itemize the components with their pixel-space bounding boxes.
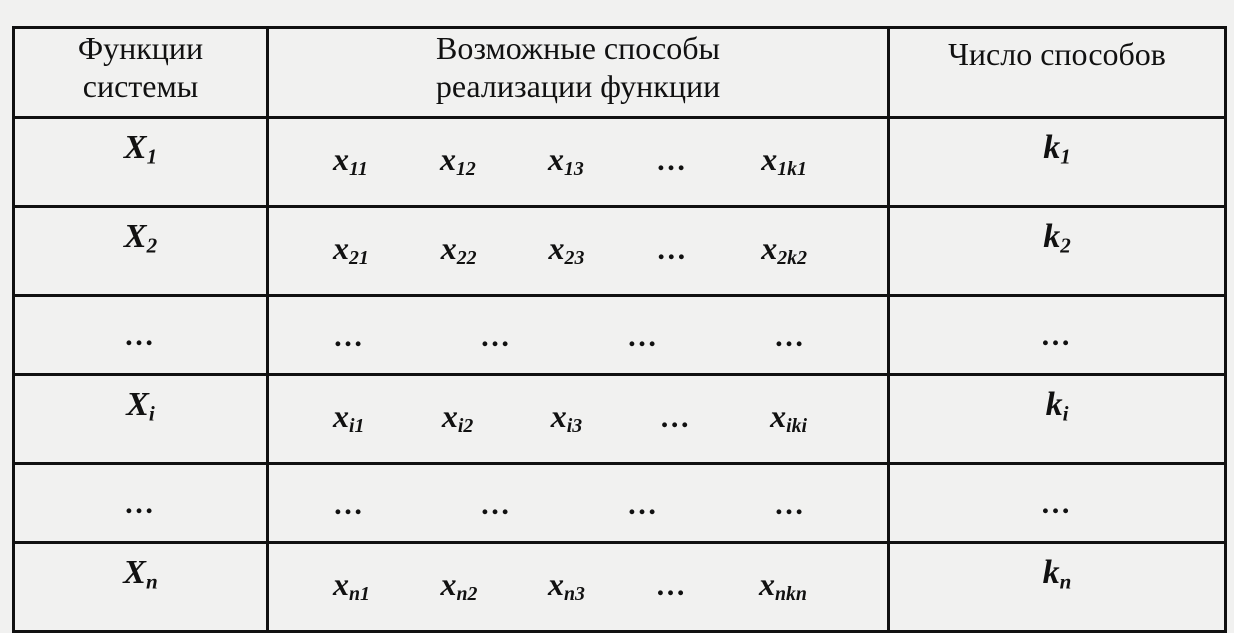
ellipsis: …: [627, 319, 660, 353]
method-symbol-subscript: 11: [349, 157, 368, 180]
method-symbol: [770, 398, 807, 435]
method-symbol: [549, 230, 585, 267]
method-symbol: [480, 317, 513, 354]
count-cell: [889, 464, 1226, 543]
header-methods-line1: Возможные способы: [435, 30, 721, 66]
methods-list: [269, 297, 887, 373]
method-symbol-subscript: 2k2: [777, 246, 807, 269]
method-symbol-base: x: [758, 566, 775, 602]
ellipsis: …: [659, 401, 693, 434]
count-symbol-base: k: [1045, 386, 1063, 423]
method-symbol-subscript: i3: [566, 414, 583, 437]
method-symbol: [759, 566, 807, 603]
method-symbol-base: x: [441, 398, 458, 434]
method-symbol-base: x: [333, 566, 349, 602]
method-symbol: [441, 230, 477, 267]
method-symbol-subscript: 1k1: [777, 157, 807, 180]
count-symbol-base: k: [1043, 129, 1061, 166]
method-symbol: [548, 566, 585, 603]
function-symbol: [124, 218, 157, 256]
method-symbol-subscript: 21: [349, 246, 369, 269]
method-symbol-subscript: n1: [349, 582, 370, 605]
method-symbol-subscript: i2: [457, 414, 474, 437]
ellipsis: …: [774, 487, 807, 521]
count-symbol: [1043, 218, 1071, 256]
methods-cell: [268, 543, 889, 632]
function-symbol-base: X: [123, 218, 147, 255]
methods-cell: [268, 296, 889, 375]
method-symbol: [627, 317, 660, 354]
method-symbol-base: x: [761, 230, 778, 266]
function-cell: [14, 375, 268, 464]
method-symbol: [627, 485, 660, 522]
method-symbol: [660, 398, 693, 435]
ellipsis: …: [480, 487, 513, 521]
method-symbol-base: x: [547, 566, 564, 602]
function-symbol-base: X: [123, 129, 147, 166]
function-cell: [14, 207, 268, 296]
function-symbol-subscript: 2: [146, 233, 158, 258]
ellipsis: …: [656, 233, 690, 266]
count-symbol-subscript: 2: [1060, 233, 1071, 258]
count-symbol-subscript: n: [1059, 569, 1072, 594]
count-symbol: [1046, 386, 1069, 424]
method-symbol-base: x: [548, 230, 565, 266]
method-symbol-base: x: [333, 398, 349, 434]
header-methods: [268, 28, 889, 118]
function-symbol: [126, 386, 155, 424]
function-cell: [14, 118, 268, 207]
method-symbol: [656, 141, 689, 178]
method-symbol: [551, 398, 582, 435]
count-cell: [889, 543, 1226, 632]
method-symbol-subscript: i1: [349, 414, 365, 437]
count-cell: [889, 375, 1226, 464]
table-body: [14, 118, 1226, 632]
count-symbol-subscript: i: [1062, 401, 1069, 426]
header-functions: [14, 28, 268, 118]
count-cell: [889, 118, 1226, 207]
count-symbol: [1043, 554, 1072, 592]
methods-list: [269, 465, 887, 541]
count-cell: [889, 207, 1226, 296]
ellipsis: …: [656, 144, 689, 177]
function-cell: [14, 464, 268, 543]
method-symbol-base: x: [333, 230, 349, 266]
method-symbol-base: x: [547, 141, 564, 177]
ellipsis: …: [774, 319, 807, 353]
method-symbol: [333, 566, 370, 603]
count-symbol-base: k: [1043, 218, 1061, 255]
count-cell: [889, 296, 1226, 375]
count-symbol: [1041, 316, 1074, 354]
method-symbol-subscript: nkn: [774, 582, 807, 605]
method-symbol: [656, 230, 689, 267]
function-symbol-base: X: [126, 386, 149, 423]
ellipsis: …: [1040, 319, 1074, 352]
methods-cell: [268, 207, 889, 296]
method-symbol-base: x: [761, 141, 778, 177]
table-header: [14, 28, 1226, 118]
methods-list: [269, 544, 887, 630]
header-methods-line2: реализации функции: [435, 68, 721, 104]
count-symbol-subscript: 1: [1060, 144, 1071, 169]
method-symbol-base: x: [770, 398, 787, 434]
function-symbol-subscript: i: [148, 401, 155, 426]
method-symbol-subscript: 23: [564, 246, 585, 269]
methods-cell: [268, 464, 889, 543]
function-symbol-base: X: [123, 554, 146, 591]
method-symbol: [548, 141, 584, 178]
methods-cell: [268, 118, 889, 207]
table-row: [14, 118, 1226, 207]
table-row: [14, 464, 1226, 543]
ellipsis: …: [655, 569, 689, 602]
header-row: [14, 28, 1226, 118]
header-functions-line1: Функции: [77, 30, 204, 66]
method-symbol-subscript: n3: [563, 582, 585, 605]
method-symbol-base: x: [440, 566, 457, 602]
method-symbol: [333, 485, 366, 522]
function-symbol: [124, 484, 157, 522]
header-count: [889, 28, 1226, 118]
method-symbol-base: x: [333, 141, 349, 177]
method-symbol-subscript: 13: [563, 157, 584, 180]
method-symbol: [655, 566, 688, 603]
method-symbol-subscript: n2: [456, 582, 478, 605]
function-symbol: [124, 316, 157, 354]
method-symbol-subscript: 12: [455, 157, 476, 180]
method-symbol: [774, 317, 807, 354]
methods-cell: [268, 375, 889, 464]
method-symbol-base: x: [440, 230, 457, 266]
count-symbol: [1043, 129, 1071, 167]
header-functions-line2: системы: [82, 68, 199, 104]
methods-list: [269, 119, 887, 205]
method-symbol: [774, 485, 807, 522]
function-symbol: [123, 554, 157, 592]
header-count-line1: Число способов: [948, 36, 1166, 72]
count-symbol-base: k: [1042, 554, 1060, 591]
ellipsis: …: [124, 487, 157, 520]
morphological-table: [12, 26, 1227, 633]
method-symbol: [480, 485, 513, 522]
method-symbol: [440, 566, 477, 603]
method-symbol: [761, 230, 807, 267]
method-symbol-base: x: [439, 141, 456, 177]
method-symbol: [333, 230, 369, 267]
method-symbol: [333, 141, 368, 178]
table-row: [14, 375, 1226, 464]
function-symbol-subscript: 1: [146, 144, 158, 169]
ellipsis: …: [480, 319, 513, 353]
method-symbol-subscript: 22: [456, 246, 477, 269]
method-symbol: [761, 141, 807, 178]
method-symbol-subscript: iki: [786, 414, 807, 437]
methods-list: [269, 376, 887, 462]
method-symbol: [333, 317, 366, 354]
table-row: [14, 296, 1226, 375]
method-symbol-base: x: [550, 398, 567, 434]
function-symbol-subscript: n: [145, 569, 158, 594]
ellipsis: …: [124, 319, 157, 352]
methods-list: [269, 208, 887, 294]
ellipsis: …: [333, 319, 366, 353]
function-cell: [14, 543, 268, 632]
count-symbol: [1041, 484, 1074, 522]
ellipsis: …: [627, 487, 660, 521]
function-symbol: [124, 129, 157, 167]
function-cell: [14, 296, 268, 375]
ellipsis: …: [1040, 487, 1074, 520]
ellipsis: …: [333, 487, 366, 521]
method-symbol: [333, 398, 364, 435]
method-symbol: [442, 398, 473, 435]
method-symbol: [440, 141, 476, 178]
table-row: [14, 207, 1226, 296]
table-row: [14, 543, 1226, 632]
